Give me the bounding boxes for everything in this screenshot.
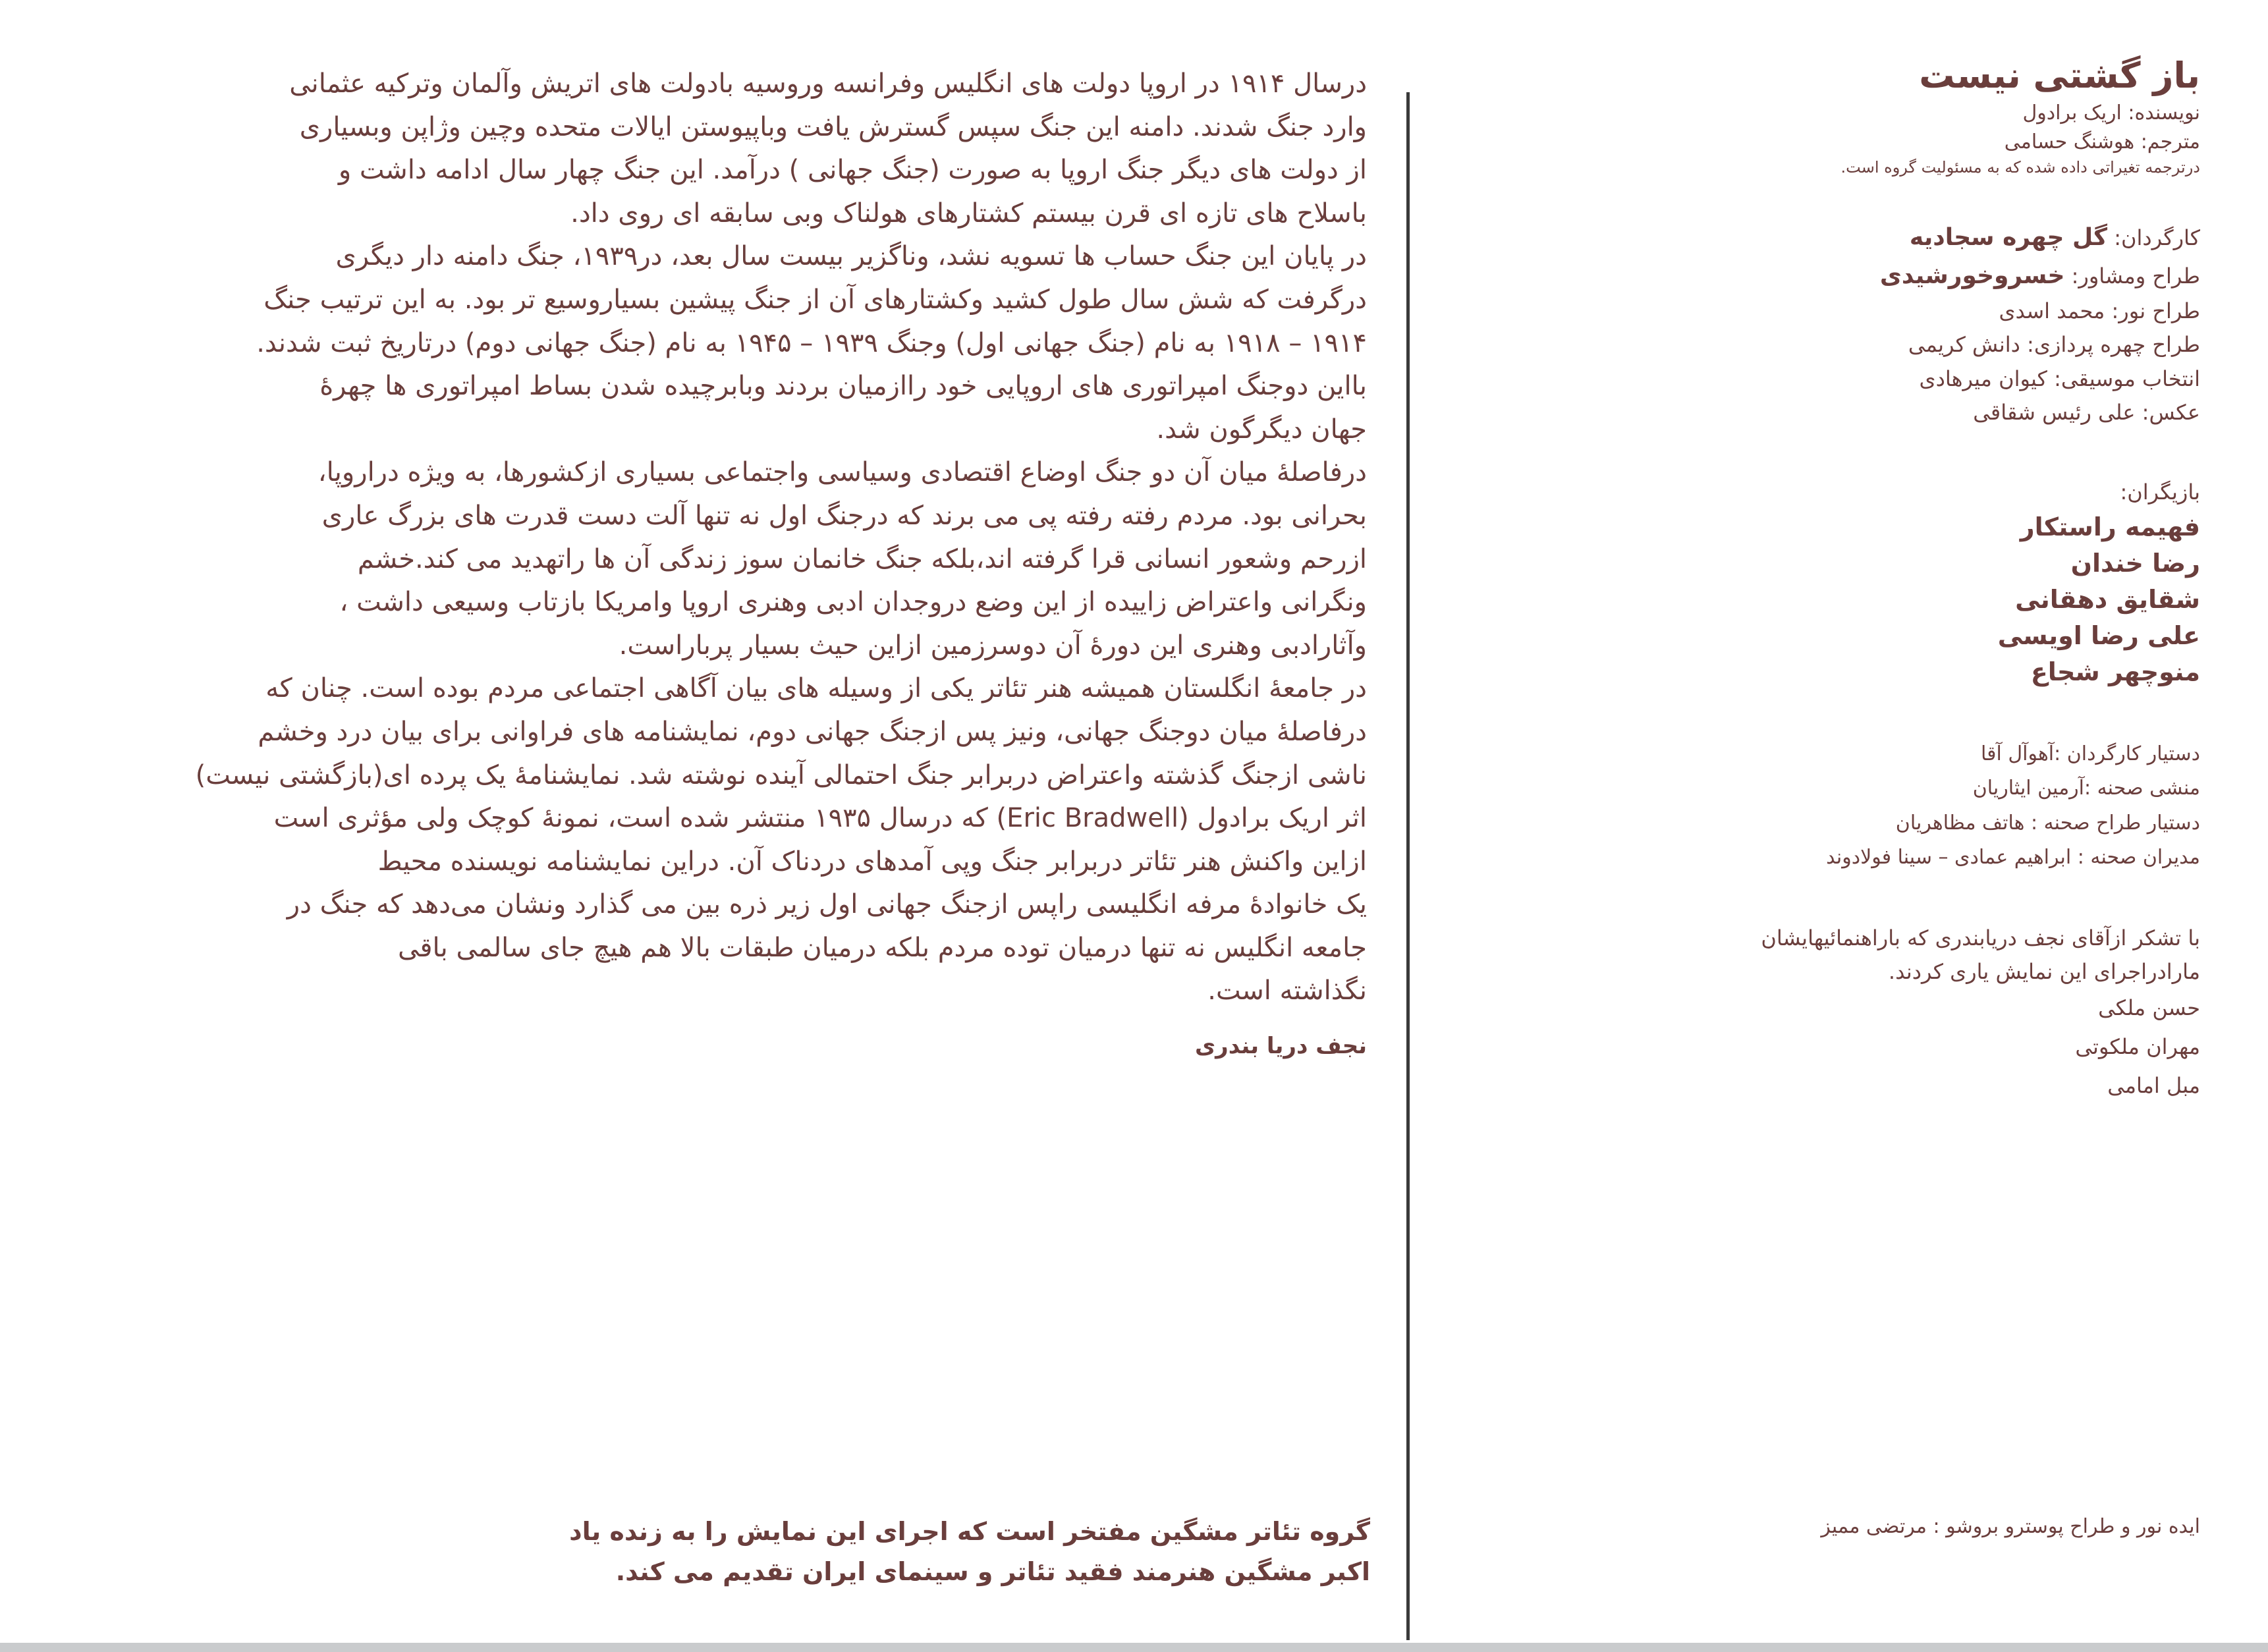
essay-line: باسلاح های تازه ای قرن بیستم کشتارهای هولناک وبی سابقه ای روی داد. <box>570 198 1367 229</box>
cast-member: رضا خندان <box>2070 549 2200 578</box>
photo-credit: عکس: علی رئیس شقاقی <box>1973 399 2200 425</box>
bottom-scan-edge <box>0 1643 2268 1652</box>
designer-label: طراح ومشاور: <box>2071 263 2200 289</box>
makeup-credit: طراح چهره پردازی: دانش کریمی <box>1908 332 2200 358</box>
translation-note: درترجمه تغیراتی داده شده که به مسئولیت گروه است. <box>1840 158 2200 177</box>
essay-line: بااین دوجنگ امپراتوری های اروپایی خود راازمیان بردند وبابرچیده شدن بساط امپراتوری ها چهرهٔ <box>319 371 1367 402</box>
translator-line: مترجم: هوشنگ حسامی <box>2004 130 2200 153</box>
cast-label: بازیگران: <box>2120 479 2200 505</box>
essay-line: درفاصلهٔ میان دوجنگ جهانی، ونیز پس ازجنگ جهانی دوم، نمایشنامه های فراوانی برای بیان درد وخشم <box>258 716 1367 747</box>
play-title: باز گشتی نیست <box>1919 55 2200 96</box>
essay-line: ۱۹۱۴ – ۱۹۱۸ به نام (جنگ جهانی اول) وجنگ ۱۹۳۹ – ۱۹۴۵ به نام (جنگ جهانی دوم) درتاریخ ثبت شدند. <box>256 327 1367 358</box>
essay-line: درسال ۱۹۱۴ در اروپا دولت های انگلیس وفرانسه وروسیه بادولت های اتریش وآلمان وترکیه عثمانی <box>289 69 1367 99</box>
essay-line: درگرفت که شش سال طول کشید وکشتارهای آن از جنگ پیشین بسیاروسیع تر بود. به این ترتیب جنگ <box>263 284 1367 315</box>
thanks-line: با تشکر ازآقای نجف دریابندری که باراهنمائیهایشان <box>1761 925 2200 950</box>
thanks-name: حسن ملکی <box>2098 995 2200 1020</box>
credits-column <box>1614 53 2200 1106</box>
dedication-line: اکبر مشگین هنرمند فقید تئاتر و سینمای ایران تقدیم می کند. <box>615 1556 1370 1586</box>
acknowledgements <box>1614 922 2200 1106</box>
essay-line: جامعه انگلیس نه تنها درمیان توده مردم بلکه درمیان طبقات بالا هم هیچ جای سالمی باقی <box>398 932 1367 963</box>
dedication-block <box>540 1512 1370 1592</box>
cast-member: علی رضا اویسی <box>1997 621 2200 651</box>
essay-line: اثر اریک برادول (Eric Bradwell) که درسال ۱۹۳۵ منتشر شده است، نمونهٔ کوچک ولی مؤثری است <box>273 803 1367 834</box>
crew-credits <box>1614 219 2200 429</box>
designer-name: خسروخورشیدی <box>1879 262 2065 289</box>
staff-line: منشی صحنه :آرمین ایثاریان <box>1972 777 2200 800</box>
essay-line: در پایان این جنگ حساب ها تسویه نشد، وناگزیر بیست سال بعد، در۱۹۳۹، جنگ دامنه دار دیگری <box>335 241 1367 272</box>
thanks-name: مهران ملکوتی <box>2075 1034 2200 1060</box>
essay-line: ازرحم وشعور انسانی قرا گرفته اند،بلکه جنگ خانمان سوز زندگی آن ها راتهدید می کند.خشم <box>357 543 1367 574</box>
cast-member: منوچهر شجاع <box>2030 657 2200 687</box>
essay-line: ونگرانی واعتراض زاییده از این وضع دروجدان ادبی وهنری اروپا وامریکا بازتاب وسیعی داشت ، <box>339 587 1367 618</box>
essay-signature: نجف دریا بندری <box>1194 1033 1367 1060</box>
essay-line: وآثارادبی وهنری این دورهٔ آن دوسرزمین ازاین حیث بسیار پرباراست. <box>619 630 1367 661</box>
designer-credit <box>1614 257 2200 295</box>
staff-line: دستیار طراح صحنه : هاتف مظاهریان <box>1895 811 2200 835</box>
essay-line: یک خانوادهٔ مرفه انگلیسی راپس ازجنگ جهانی اول زیر ذره بین می گذارد ونشان می‌دهد که جنگ در <box>287 889 1367 920</box>
cast-list <box>1614 476 2200 691</box>
director-name: گل چهره سجادیه <box>1909 223 2108 251</box>
essay-line: جهان دیگرگون شد. <box>1156 414 1367 445</box>
essay-line: وارد جنگ شدند. دامنه این جنگ سپس گسترش یافت وباپیوستن ایالات متحده وچین وژاپن وبسیاری <box>299 111 1367 142</box>
director-label: کارگردان: <box>2114 225 2200 250</box>
essay-line: ناشی ازجنگ گذشته واعتراض دربرابر جنگ احتمالی آینده نوشته شد. نمایشنامهٔ یک پرده ای(بازگشتی نیست) <box>195 759 1367 790</box>
author-line: نویسنده: اریک برادول <box>2022 101 2200 125</box>
thanks-name: مبل امامی <box>2107 1073 2200 1099</box>
director-credit <box>1614 219 2200 257</box>
staff-line: دستیار کارگردان :آهوآل آقا <box>1980 742 2200 765</box>
essay-line: در جامعهٔ انگلستان همیشه هنر تئاتر یکی از وسیله های بیان آگاهی اجتماعی مردم بوده است. چنان که <box>265 673 1367 704</box>
dedication-line: گروه تئاتر مشگین مفتخر است که اجرای این نمایش را به زنده یاد <box>569 1517 1370 1546</box>
cast-member: فهیمه راستکار <box>2020 512 2200 542</box>
essay-line: از دولت های دیگر جنگ اروپا به صورت (جنگ جهانی ) درآمد. این جنگ چهار سال ادامه داشت و <box>338 155 1367 186</box>
column-divider <box>1406 92 1410 1640</box>
music-credit: انتخاب موسیقی: کیوان میرهادی <box>1919 366 2200 391</box>
essay-line: درفاصلهٔ میان آن دو جنگ اوضاع اقتصادی وسیاسی واجتماعی بسیاری ازکشورها، به ویژه دراروپا، <box>318 457 1367 488</box>
lighting-credit: طراح نور: محمد اسدی <box>1999 298 2200 324</box>
staff-line: مدیران صحنه : ابراهیم عمادی – سینا فولادوند <box>1826 846 2200 869</box>
cast-member: شقایق دهقانی <box>2015 585 2200 615</box>
essay-column <box>56 63 1367 1059</box>
thanks-line: مارادراجرای این نمایش یاری کردند. <box>1888 958 2200 984</box>
poster-design-credit: ایده نور و طراح پوسترو بروشو : مرتضی ممیز <box>1821 1515 2200 1538</box>
essay-line: ازاین واکنش هنر تئاتر دربرابر جنگ وپی آمدهای دردناک آن. دراین نمایشنامه نویسنده محیط <box>377 846 1367 877</box>
staff-list <box>1614 737 2200 875</box>
essay-line: بحرانی بود. مردم رفته رفته پی می برند که درجنگ اول نه تنها آلت دست قدرت های بزرگ عاری <box>321 500 1367 531</box>
essay-line: نگذاشته است. <box>1207 976 1367 1006</box>
